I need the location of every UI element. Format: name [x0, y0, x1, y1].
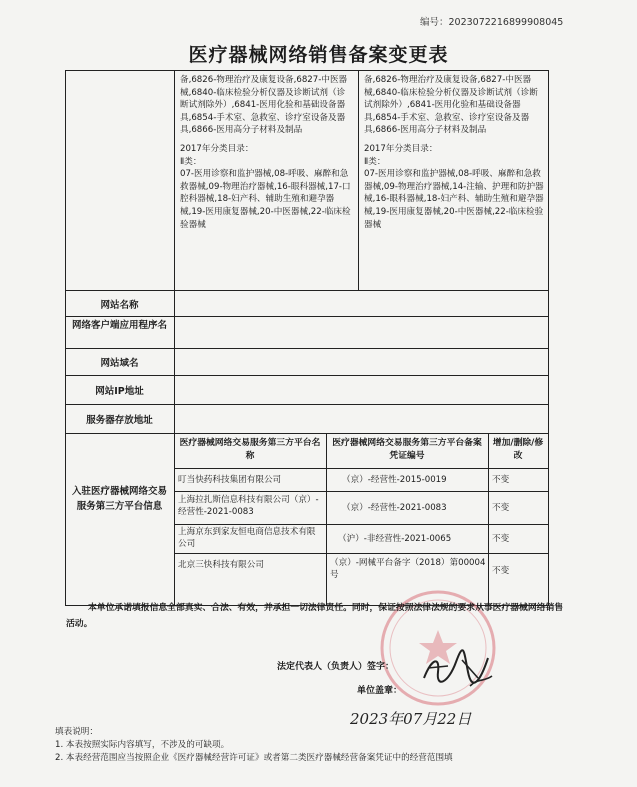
notes-title: 填表说明： [55, 727, 98, 737]
scope-after-p2: 2017年分类目录： [364, 143, 438, 154]
seal-label: 单位盖章： [357, 686, 403, 696]
platform-change: 不变 [492, 566, 510, 576]
signature-date: 2023年07月22日 [350, 710, 472, 728]
document-number: 编号：2023072216899908045 [420, 17, 564, 28]
page-title: 医疗器械网络销售备案变更表 [188, 44, 449, 66]
platform-name: 上海拉扎斯信息科技有限公司（京）-经营性-2021-0083 [178, 495, 319, 517]
scope-before-p3: Ⅱ类： [180, 156, 202, 167]
note-item: 2. 本表经营范围应当按照企业《医疗器械经营许可证》或者第二类医疗器械经营备案凭证中的经营范围填 [55, 753, 453, 763]
label-server-location: 服务器存放地址 [86, 415, 153, 426]
notes [55, 726, 453, 765]
platform-name: 叮当快药科技集团有限公司 [178, 475, 282, 485]
header-platform-cert: 医疗器械网络交易服务第三方平台备案凭证编号 [332, 438, 482, 461]
platform-cert: （京）-经营性-2021-0083 [342, 503, 447, 513]
scope-after-p4: 07-医用诊察和监护器械,08-呼吸、麻醉和急救器械,09-物理治疗器械,14-注输、护理和防护器械,16-眼科器械,18-妇产科、辅助生殖和避孕器械,19-医用康复器械,20-中医器械,22-临床检验器械 [364, 169, 544, 230]
header-change: 增加/删除/修改 [492, 438, 544, 461]
platform-cert: （京）-经营性-2015-0019 [342, 475, 447, 485]
platform-change: 不变 [492, 534, 510, 544]
label-ip: 网站IP地址 [95, 386, 144, 397]
scope-after-p1: 备,6826-物理治疗及康复设备,6827-中医器械,6840-临床检验分析仪器及诊断试剂（诊断试剂除外）,6841-医用化验和基础设备器具,6854-手术室、急救室、诊疗室设备及器具,6866-医用高分子材料及制品 [364, 75, 538, 136]
scope-after [364, 74, 544, 231]
scope-before-p2: 2017年分类目录： [180, 143, 254, 154]
label-website-name: 网站名称 [100, 300, 139, 311]
scope-before-p4: 07-医用诊察和监护器械,08-呼吸、麻醉和急救器械,09-物理治疗器械,16-眼科器械,17-口腔科器械,18-妇产科、辅助生殖和避孕器械,19-医用康复器械,20-中医器械,22-临床检验器械 [180, 169, 351, 230]
platform-change: 不变 [492, 503, 510, 513]
promise-statement: 本单位承诺填报信息全部真实、合法、有效，并承担一切法律责任。同时，保证按照法律法规的要求从事医疗器械网络销售活动。 [66, 603, 564, 629]
scope-before-p1: 备,6826-物理治疗及康复设备,6827-中医器械,6840-临床检验分析仪器及诊断试剂（诊断试剂除外）,6841-医用化验和基础设备器具,6854-手术室、急救室、诊疗室设备及器具,6866-医用高分子材料及制品 [180, 75, 348, 136]
platform-cert: （沪）-非经营性-2021-0065 [338, 534, 452, 544]
platform-change: 不变 [492, 475, 510, 485]
legal-rep-label: 法定代表人（负责人）签字： [277, 662, 395, 672]
label-client-app: 网络客户端应用程序名 [72, 320, 168, 331]
platform-cert: （京）-网械平台备字（2018）第00004号 [330, 558, 486, 580]
label-domain: 网站域名 [100, 358, 139, 369]
platform-name: 北京三快科技有限公司 [178, 560, 264, 570]
header-platform-name: 医疗器械网络交易服务第三方平台名称 [179, 438, 321, 461]
scope-before [180, 74, 352, 231]
note-item: 1. 本表按照实际内容填写，不涉及的可缺项。 [55, 740, 230, 750]
scope-after-p3: Ⅱ类： [364, 156, 386, 167]
signature [418, 648, 498, 693]
label-platform-info: 入驻医疗器械网络交易服务第三方平台信息 [71, 486, 167, 512]
platform-name: 上海京东到家友恒电商信息技术有限公司 [178, 527, 316, 549]
